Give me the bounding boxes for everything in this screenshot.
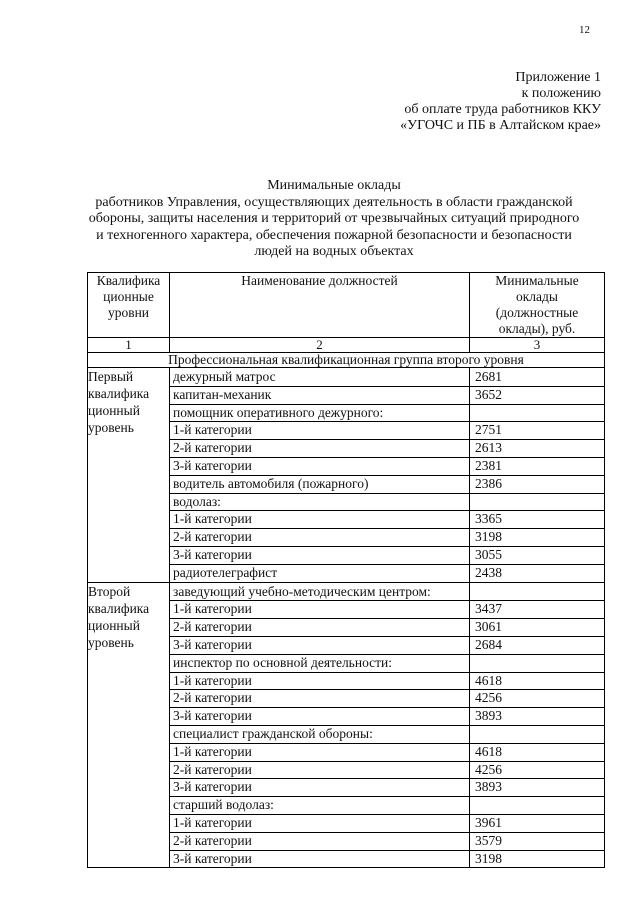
position-title: 2-й категории: [170, 762, 469, 780]
level-name-line: квалифика: [88, 386, 150, 401]
page-number: 12: [579, 24, 590, 36]
appendix-line: Приложение 1: [515, 70, 601, 85]
position-title: 3-й категории: [170, 547, 469, 565]
position-title: капитан-механик: [170, 387, 469, 405]
salary-value: 3652: [470, 387, 604, 405]
salary-value: 3061: [470, 619, 604, 637]
salary-table: [87, 272, 605, 868]
position-title: 2-й категории: [170, 833, 469, 851]
level-row: [88, 368, 605, 583]
appendix-line: об оплате труда работников ККУ: [404, 102, 601, 117]
position-title: 1-й категории: [170, 511, 469, 529]
salary-value: 2684: [470, 637, 604, 655]
position-title: 3-й категории: [170, 708, 469, 726]
level-row: [88, 582, 605, 868]
title-line: работников Управления, осуществляющих деятельность в области гражданской: [95, 194, 573, 210]
header-line: оклады), руб.: [498, 321, 576, 336]
position-title: 2-й категории: [170, 619, 469, 637]
position-title: инспектор по основной деятельности:: [170, 655, 469, 673]
salary-value: 3198: [475, 850, 502, 866]
level-name-line: уровень: [88, 634, 134, 650]
salary-cell: [470, 368, 605, 583]
salary-value: 2386: [470, 476, 604, 494]
position-title: заведующий учебно-методическим центром:: [170, 584, 469, 602]
appendix-line: «УГОЧС и ПБ в Алтайском крае»: [400, 118, 601, 133]
level-name-line: ционный: [88, 617, 140, 633]
level-name-line: Второй: [88, 583, 131, 599]
column-number: 1: [88, 338, 170, 353]
column-number-row: [88, 338, 605, 353]
position-title: 1-й категории: [170, 673, 469, 691]
position-title: помощник оперативного дежурного:: [170, 405, 469, 423]
header-levels: [88, 273, 170, 338]
salary-value: 2613: [470, 440, 604, 458]
level-name-line: ционный: [88, 403, 140, 418]
header-line: уровни: [107, 305, 150, 320]
salary-value: [470, 726, 604, 744]
position-title: 2-й категории: [170, 440, 469, 458]
position-title: водолаз:: [170, 494, 469, 512]
salary-value: 3893: [470, 779, 604, 797]
table-header-row: [88, 273, 605, 338]
header-line: Минимальные: [495, 273, 579, 288]
title-heading: Минимальные оклады: [267, 178, 401, 193]
title-line: обороны, защиты населения и территорий от чрезвычайных ситуаций природного: [88, 211, 580, 226]
position-cell: [170, 368, 470, 583]
appendix-line: к положению: [521, 86, 601, 101]
salary-value: 3893: [470, 708, 604, 726]
position-title: 3-й категории: [170, 637, 469, 655]
salary-value: [470, 655, 604, 673]
level-name-line: Первый: [88, 369, 134, 384]
salary-value: 2381: [470, 458, 604, 476]
salary-value: 2438: [475, 564, 502, 580]
header-line: Квалифика: [96, 273, 161, 288]
group-title: Профессиональная квалификационная группа второго уровня: [88, 353, 605, 368]
position-title: старший водолаз:: [170, 797, 469, 815]
level-name-line: квалифика: [88, 600, 150, 616]
salary-value: 3365: [470, 511, 604, 529]
salary-value: [470, 797, 604, 815]
position-cell: [170, 582, 470, 868]
level-name: [88, 582, 170, 868]
position-title: радиотелеграфист: [173, 564, 278, 580]
salary-value: 4618: [470, 744, 604, 762]
salary-value: 2751: [470, 422, 604, 440]
group-title-row: [88, 353, 605, 368]
position-title: 3-й категории: [170, 779, 469, 797]
title-line: и техногенного характера, обеспечения пожарной безопасности и безопасности: [96, 227, 572, 243]
title-line: людей на водных объектах: [254, 244, 414, 259]
header-positions: [170, 273, 470, 338]
document-title: [84, 178, 584, 261]
header-line: оклады: [516, 289, 558, 304]
header-line: ционные: [103, 289, 154, 304]
salary-value: 4256: [470, 690, 604, 708]
salary-cell: [470, 582, 605, 868]
level-name: [88, 368, 170, 583]
salary-value: 4256: [470, 762, 604, 780]
position-title: 2-й категории: [170, 529, 469, 547]
header-line: (должностные: [495, 305, 579, 320]
position-title: 1-й категории: [170, 744, 469, 762]
position-title: 3-й категории: [170, 458, 469, 476]
position-title: водитель автомобиля (пожарного): [170, 476, 469, 494]
salary-value: 3437: [470, 601, 604, 619]
salary-value: 3198: [470, 529, 604, 547]
position-title: 3-й категории: [173, 850, 252, 866]
position-title: 2-й категории: [170, 690, 469, 708]
salary-value: 3961: [470, 815, 604, 833]
level-name-line: уровень: [88, 420, 134, 435]
header-salaries: [470, 273, 605, 338]
salary-value: [470, 494, 604, 512]
position-title: 1-й категории: [170, 601, 469, 619]
column-number: 3: [470, 338, 605, 353]
position-title: 1-й категории: [170, 422, 469, 440]
appendix-reference: [400, 70, 601, 134]
salary-value: [470, 584, 604, 602]
header-line: Наименование должностей: [241, 273, 398, 288]
column-number: 2: [170, 338, 470, 353]
salary-value: 2681: [470, 369, 604, 387]
salary-value: 3579: [470, 833, 604, 851]
position-title: 1-й категории: [170, 815, 469, 833]
position-title: специалист гражданской обороны:: [170, 726, 469, 744]
position-title: дежурный матрос: [170, 369, 469, 387]
salary-value: 4618: [470, 673, 604, 691]
salary-value: 3055: [470, 547, 604, 565]
salary-value: [470, 405, 604, 423]
